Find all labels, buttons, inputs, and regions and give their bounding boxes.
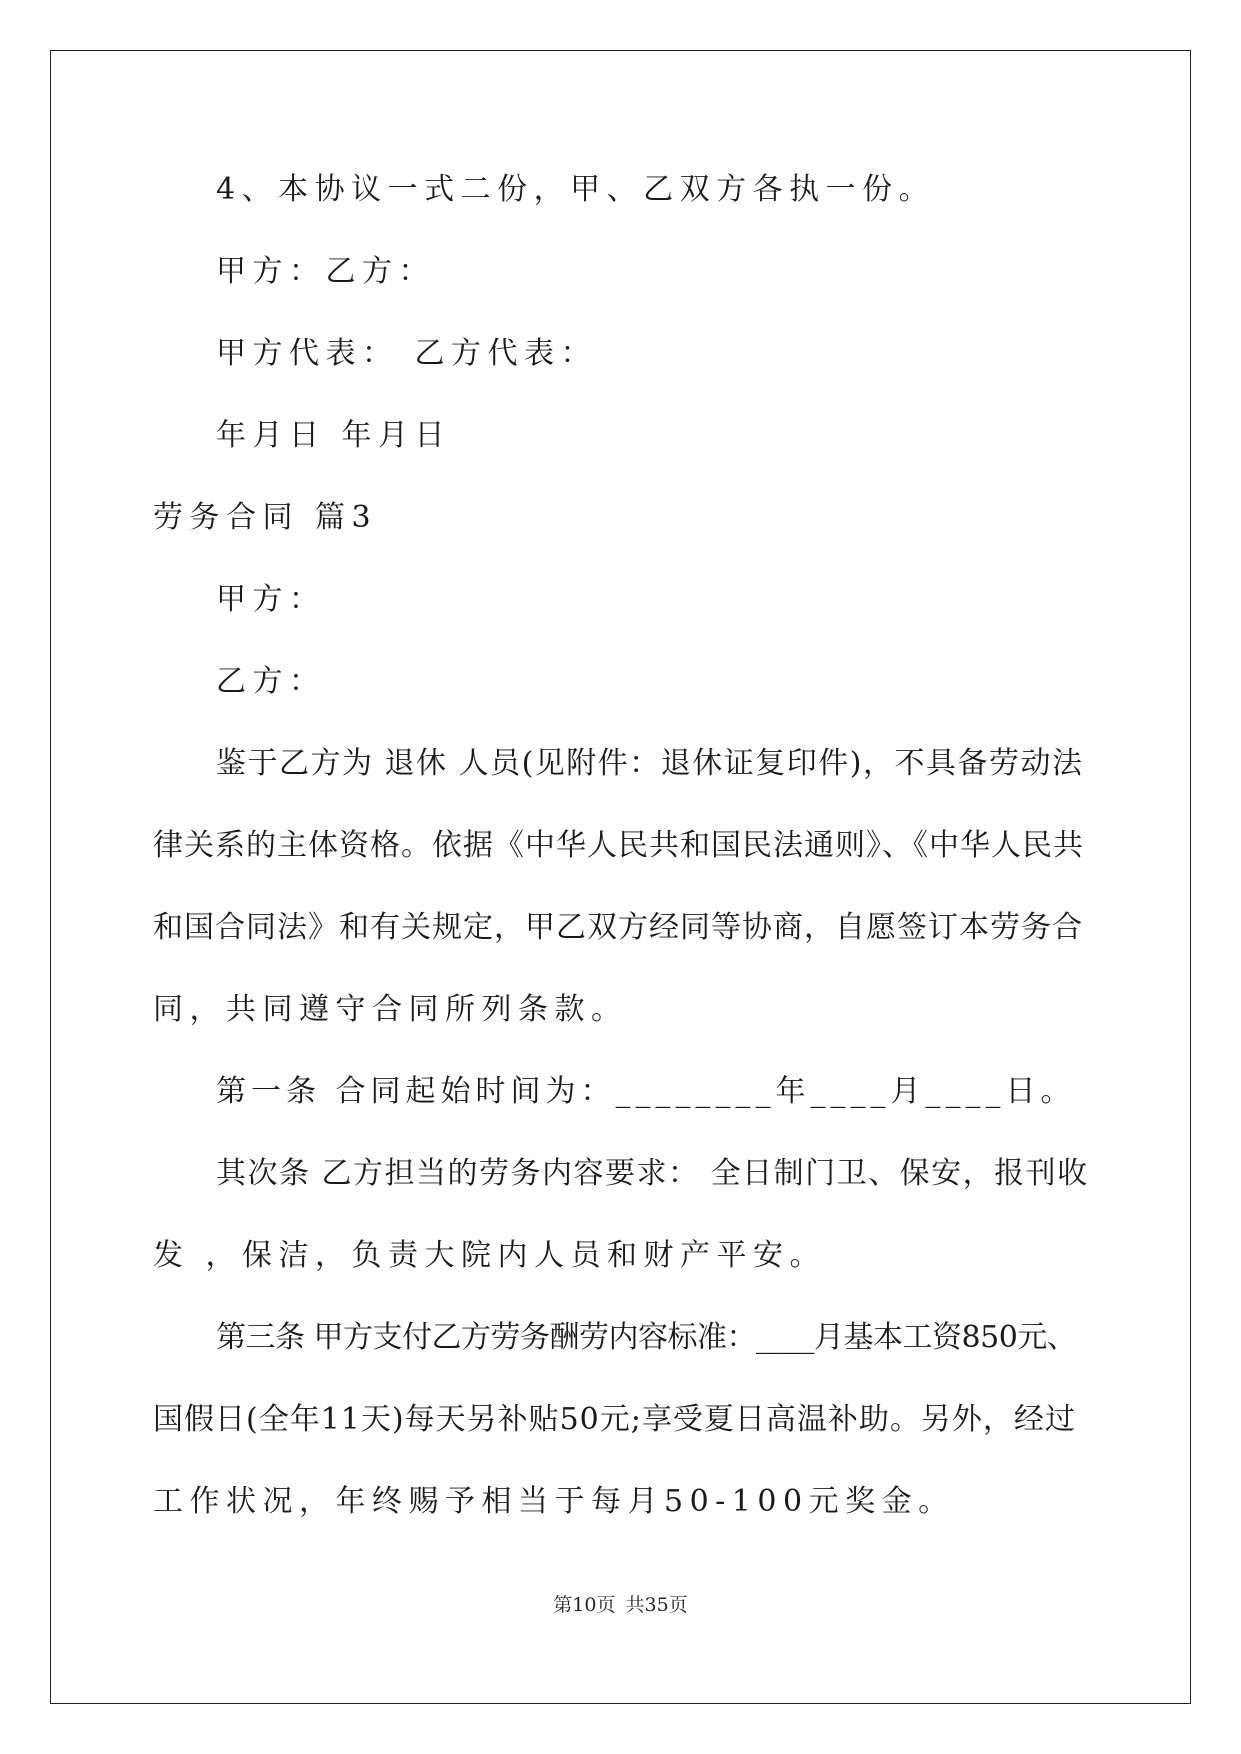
preamble-line-3: 和国合同法》和有关规定，甲乙双方经同等协商，自愿签订本劳务合 — [153, 910, 1083, 945]
signature-dates: 年月日 年月日 — [216, 418, 452, 453]
article-2-line-1: 其次条 乙方担当的劳务内容要求： 全日制门卫、保安，报刊收 — [216, 1156, 1089, 1191]
preamble-line-2: 律关系的主体资格。依据《中华人民共和国民法通则》、《中华人民共 — [153, 828, 1084, 863]
clause-4: 4、本协议一式二份，甲、乙双方各执一份。 — [216, 172, 936, 207]
section-heading: 劳务合同 篇3 — [153, 500, 378, 535]
signature-representatives: 甲方代表： 乙方代表： — [216, 336, 598, 371]
article-1: 第一条 合同起始时间为：________年____月____日。 — [216, 1074, 1076, 1109]
article-3-line-2: 国假日(全年11天)每天另补贴50元;享受夏日高温补助。另外，经过 — [153, 1402, 1076, 1437]
page-total: 共35页 — [625, 1594, 688, 1616]
article-3-line-3: 工作状况，年终赐予相当于每月50-100元奖金。 — [153, 1484, 955, 1519]
page-border — [50, 50, 1191, 1704]
preamble-line-4: 同，共同遵守合同所列条款。 — [153, 992, 628, 1027]
party-b: 乙方： — [216, 664, 326, 699]
preamble-line-1: 鉴于乙方为 退休 人员(见附件：退休证复印件)，不具备劳动法 — [216, 746, 1084, 781]
article-2-line-2: 发 ，保洁，负责大院内人员和财产平安。 — [153, 1238, 827, 1273]
page-footer — [0, 1590, 1241, 1617]
signature-parties: 甲方：乙方： — [216, 254, 435, 289]
article-3-line-1: 第三条 甲方支付乙方劳务酬劳内容标准：____月基本工资850元、 — [216, 1320, 1077, 1355]
page-number: 第10页 — [553, 1594, 616, 1616]
party-a: 甲方： — [216, 582, 326, 617]
